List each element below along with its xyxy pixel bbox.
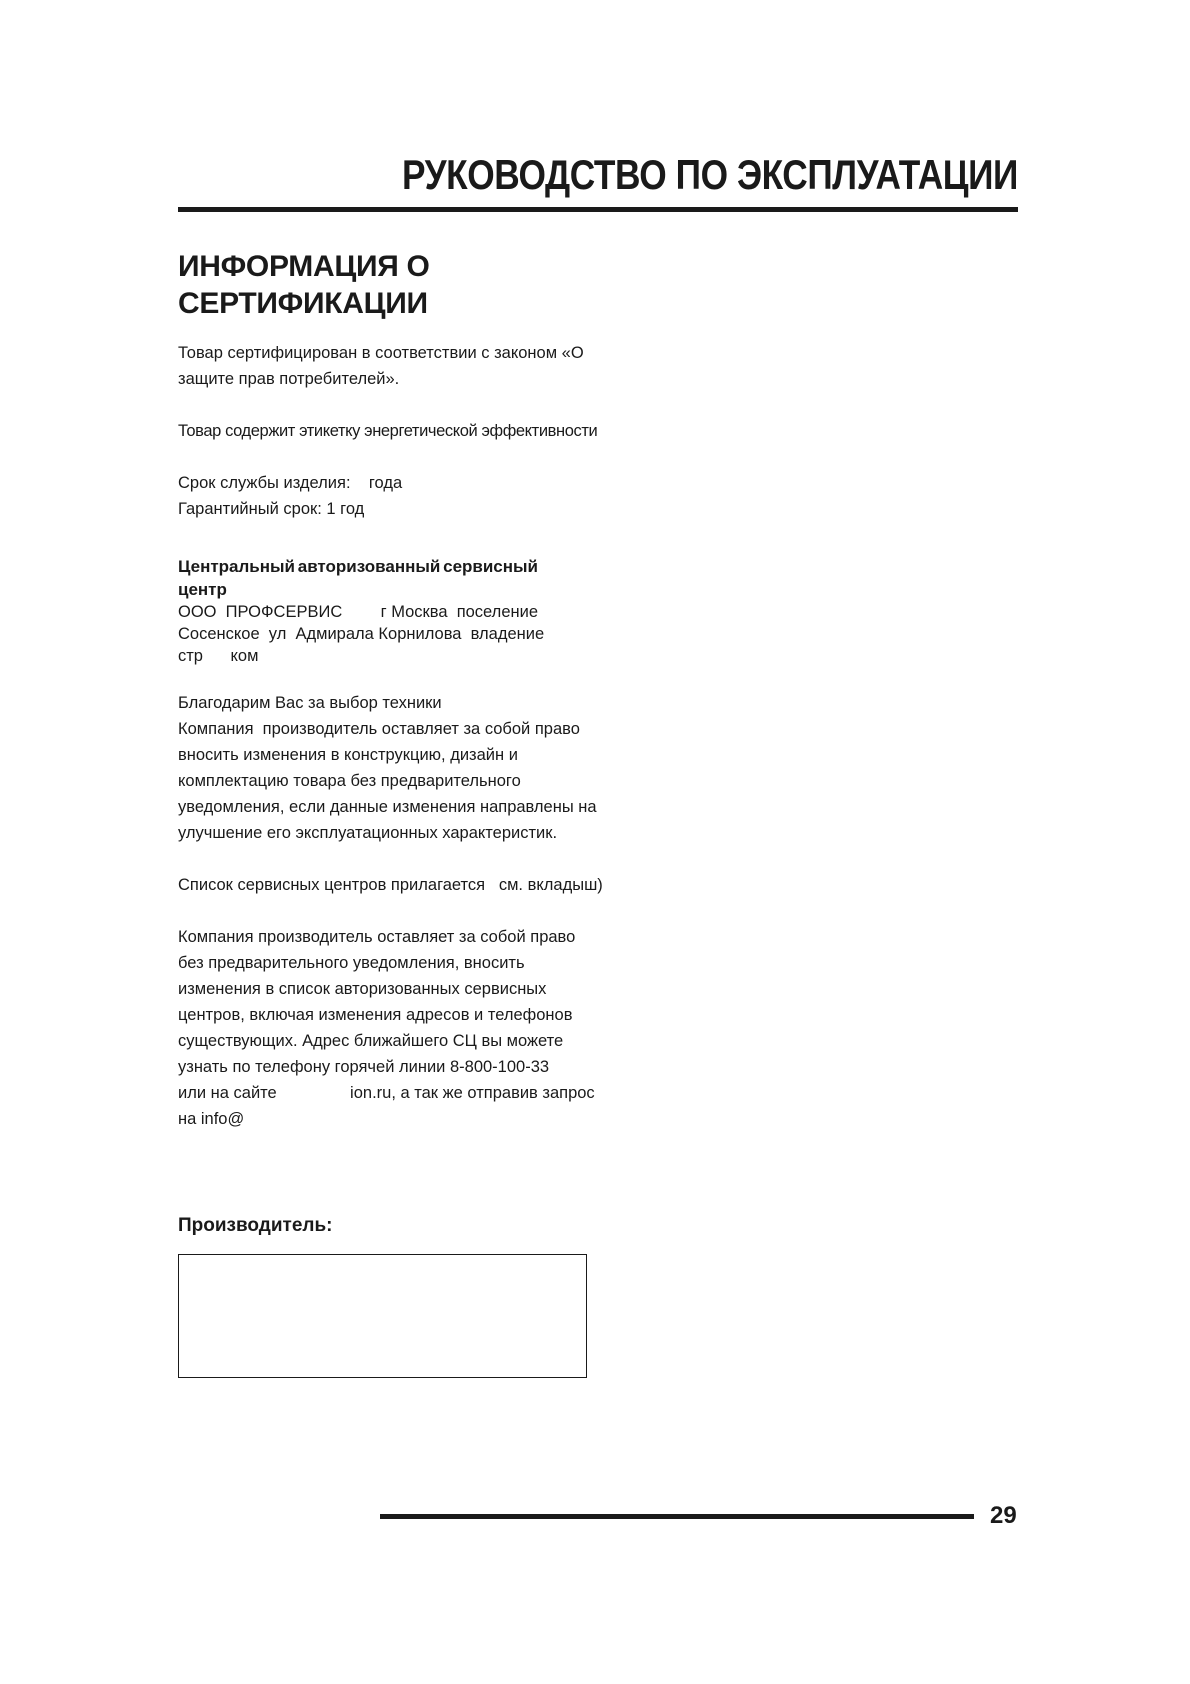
service-list-text: Список сервисных центров прилагается см. вкладыш) <box>178 876 603 894</box>
warranty-text: Гарантийный срок: 1 год <box>178 500 365 518</box>
service-center-heading-word-1: Центральный <box>178 557 295 576</box>
rights-line-7: или на сайте ion.ru, а так же отправив запрос <box>178 1084 595 1102</box>
service-center-city: г Москва поселение <box>380 603 538 621</box>
thanks-line-5: уведомления, если данные изменения направлены на <box>178 798 597 816</box>
certification-line-1: Товар сертифицирован в соответствии с законом «О <box>178 344 584 362</box>
thanks-line-1: Благодарим Вас за выбор техники <box>178 694 442 712</box>
rights-line-3: изменения в список авторизованных сервисных <box>178 980 547 998</box>
service-center-heading <box>178 555 538 578</box>
service-center-heading-word-2: авторизованный <box>297 557 441 576</box>
rights-line-8: на info@ <box>178 1110 245 1128</box>
service-center-heading-line-2: центр <box>178 580 227 599</box>
page-header-title: РУКОВОДСТВО ПО ЭКСПЛУАТАЦИИ <box>401 151 1018 198</box>
section-title-line-2: СЕРТИФИКАЦИИ <box>178 287 428 320</box>
energy-label-paragraph <box>178 418 598 444</box>
service-life-paragraph <box>178 470 578 522</box>
header-rule <box>178 207 1018 212</box>
rights-line-2: без предварительного уведомления, вносить <box>178 954 525 972</box>
rights-line-4: центров, включая изменения адресов и телефонов <box>178 1006 573 1024</box>
service-life-text: Срок службы изделия: года <box>178 474 403 492</box>
rights-line-1: Компания производитель оставляет за собой право <box>178 928 576 946</box>
energy-label-text: Товар содержит этикетку энергетической эффективности <box>178 422 598 440</box>
certification-paragraph <box>178 340 584 392</box>
certification-line-2: защите прав потребителей». <box>178 370 400 388</box>
section-title-line-1: ИНФОРМАЦИЯ О <box>178 250 430 283</box>
manufacturer-box <box>178 1254 587 1378</box>
section-title <box>178 248 478 322</box>
footer-rule <box>380 1514 974 1519</box>
rights-line-6: узнать по телефону горячей линии 8-800-100-33 <box>178 1058 550 1076</box>
service-list-paragraph <box>178 872 603 898</box>
page-number: 29 <box>990 1502 1017 1529</box>
rights-paragraph <box>178 924 595 1132</box>
service-center-company: ООО ПРОФСЕРВИС <box>178 603 343 621</box>
thanks-line-3: вносить изменения в конструкцию, дизайн и <box>178 746 518 764</box>
thanks-line-6: улучшение его эксплуатационных характеристик. <box>178 824 558 842</box>
thanks-paragraph <box>178 690 597 846</box>
service-center-heading-word-3: сервисный <box>443 557 538 576</box>
service-center-address-line-3: стр ком <box>178 647 259 665</box>
service-center-address-line-2: Сосенское ул Адмирала Корнилова владение <box>178 625 545 643</box>
service-center-block <box>178 555 545 667</box>
rights-line-5: существующих. Адрес ближайшего СЦ вы можете <box>178 1032 564 1050</box>
thanks-line-4: комплектацию товара без предварительного <box>178 772 521 790</box>
manufacturer-label: Производитель: <box>178 1215 333 1236</box>
service-center-address-line-1 <box>178 601 538 623</box>
thanks-line-2: Компания производитель оставляет за собой право <box>178 720 580 738</box>
